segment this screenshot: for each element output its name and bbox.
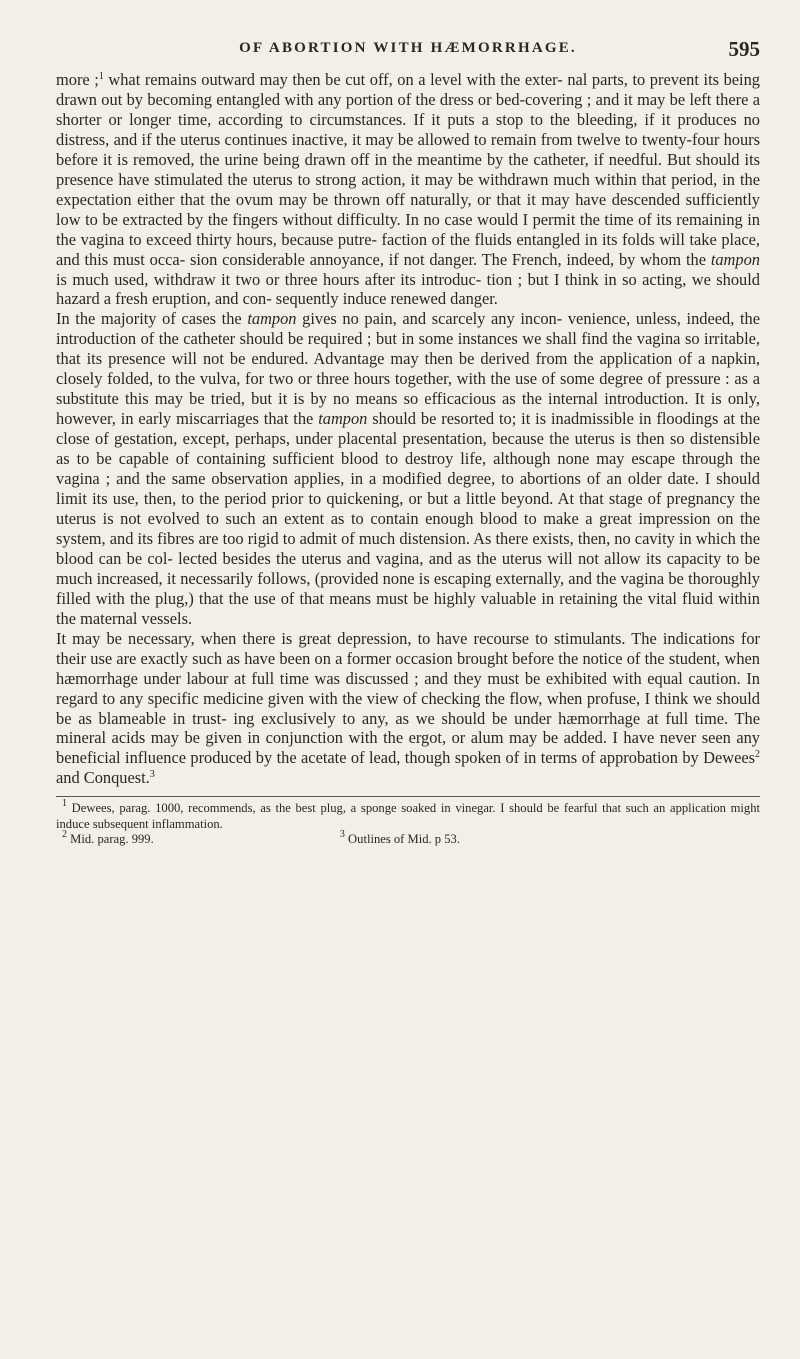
footnote-divider <box>56 796 760 797</box>
paragraph-text: more ; <box>56 70 99 89</box>
book-page <box>56 37 760 848</box>
footnote-ref: 1 <box>98 71 104 82</box>
page-number: 595 <box>728 37 760 61</box>
running-head <box>56 37 760 70</box>
italic-term: tampon <box>710 249 760 269</box>
footnote-text: Mid. parag. 999. <box>67 832 154 847</box>
footnote-mark: 2 <box>62 829 67 841</box>
paragraph-3 <box>56 629 760 789</box>
paragraph-text: It may be necessary, when there is great depression, to have recourse to stimulants. The indications for their use are exactly such as have been on a former occasion brought before the notice of the student, when hæmorrhage under labour at full time was discussed ; and they must be exhibited with equal caution. In regard to any specific medicine given with the view of checking the flow, when profuse, I think we should be as blameable in trust- ing exclusively to any, as we should be under hæmorrhage at full time. The mineral acids may be given in conjunction with the ergot, or alum may be added. I have never seen any beneficial influence produced by the acetate of lead, though spoken of in terms of approbation by Dewees <box>56 628 760 768</box>
footnote-1 <box>56 798 760 832</box>
paragraph-text: and Conquest. <box>56 768 150 788</box>
paragraph-text: In the majority of cases the <box>56 309 248 329</box>
footnote-ref: 2 <box>755 749 760 761</box>
footnote-text: Dewees, parag. 1000, recommends, as the best plug, a sponge soaked in vinegar. I should be fearful that such an application might induce subsequent inflammation. <box>56 801 760 831</box>
footnote-row <box>56 829 760 848</box>
paragraph-2 <box>56 309 760 628</box>
paragraph-text: should be resorted to; it is inadmissible in floodings at the close of gestation, except, perhaps, under placental presentation, because the uterus is then so distensible as to be capable of containing sufficient blood to destroy life, although none may escape through the vagina ; and the same observation applies, in a modified degree, to abortions of an older date. I should limit its use, then, to the period prior to quickening, or but a little beyond. At that stage of pregnancy the uterus is not evolved to such an extent as to contain enough blood to make a great impression on the system, and its fibres are too rigid to admit of much distension. As there exists, then, no cavity in which the blood can be col- lected besides the uterus and vagina, and as the uterus will not allow its capacity to be much increased, it necessarily follows, (provided none is escaping externally, and the vagina be thoroughly filled with the plug,) that the use of that means must be highly valuable in retaining the vital fluid within the maternal vessels. <box>56 409 760 628</box>
italic-term: tampon <box>318 409 368 429</box>
paragraph-text: gives no pain, and scarcely any incon- venience, unless, indeed, the introduction of the catheter should be required ; but in some instances we shall find the vagina so irritable, that its presence will not be endured. Advantage may then be derived from the application of a napkin, closely folded, to the vulva, for two or three hours together, with the use of some degree of pressure : as a substitute this may be tried, but it is by no means so efficacious as the internal introduction. It is only, however, in early miscarriages that the <box>56 309 760 429</box>
footnote-mark: 3 <box>339 829 345 841</box>
paragraph-1 <box>56 70 760 309</box>
paragraph-text: what remains outward may then be cut off, on a level with the exter- nal parts, to prevent its being drawn out by becoming entangled with any portion of the dress or bed-covering ; and it may be left there a shorter or longer time, according to circumstances. If it puts a stop to the bleeding, if it produces no distress, and if the uterus continues inactive, it may be allowed to remain from twelve to twenty-four hours before it is removed, the urine being drawn off in the meantime by the catheter, if needful. But should its presence have stimulated the uterus to strong action, it may be withdrawn much within that period, in the expectation either that the ovum may be thrown off naturally, or that it may have descended sufficiently low to be extracted by the fingers without difficulty. In no case would I permit the time of its remaining in the vagina to exceed thirty hours, because putre- faction of the fluids entangled in its folds will take place, and this must occa- sion considerable annoyance, if not danger. The French, indeed, by whom the <box>56 70 760 269</box>
footnote-mark: 1 <box>62 798 67 810</box>
footnote-3 <box>339 829 760 848</box>
footnote-ref: 3 <box>149 769 155 781</box>
running-head-title: OF ABORTION WITH HÆMORRHAGE. <box>239 40 577 56</box>
paragraph-text: is much used, withdraw it two or three hours after its introduc- tion ; but I think in so acting, we should hazard a fresh eruption, and con- sequently induce renewed danger. <box>56 269 760 309</box>
italic-term: tampon <box>247 309 297 329</box>
footnote-text: Outlines of Mid. p 53. <box>344 832 460 847</box>
footnote-2 <box>56 829 304 848</box>
